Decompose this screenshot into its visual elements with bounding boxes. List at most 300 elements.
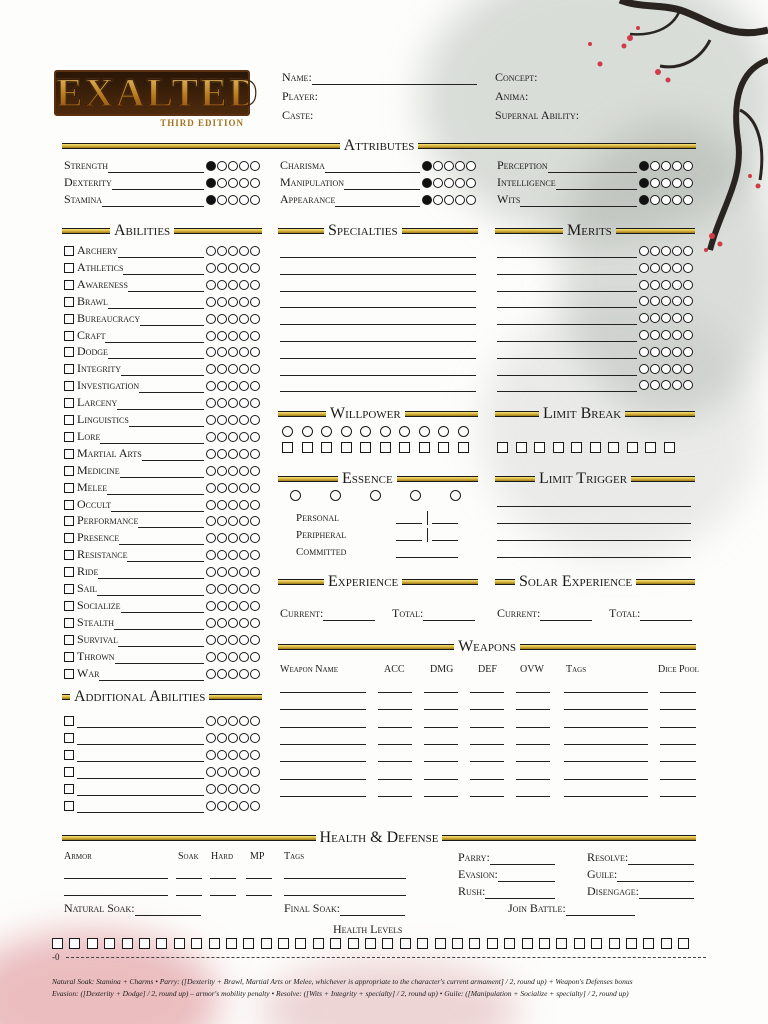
weapon-cell[interactable] (424, 796, 458, 797)
willpower-box[interactable] (419, 442, 430, 453)
row-line[interactable] (99, 670, 204, 681)
rating-dot[interactable] (639, 178, 649, 188)
rating-dot[interactable] (206, 716, 216, 726)
armor-tags-field[interactable] (284, 878, 406, 879)
join-battle-field[interactable]: Join Battle: (508, 899, 636, 916)
dot-rating[interactable] (638, 347, 693, 357)
row-line[interactable] (105, 332, 204, 343)
dot-rating[interactable] (205, 669, 260, 679)
rating-dot[interactable] (206, 500, 216, 510)
dot-rating[interactable] (205, 263, 260, 273)
rating-dot[interactable] (250, 584, 260, 594)
committed-field[interactable] (396, 557, 458, 558)
weapon-cell[interactable] (424, 709, 458, 710)
favored-checkbox[interactable] (64, 669, 74, 679)
rating-dot[interactable] (228, 347, 238, 357)
rating-dot[interactable] (206, 246, 216, 256)
merit-row[interactable] (497, 308, 693, 325)
rating-dot[interactable] (683, 330, 693, 340)
rating-dot[interactable] (250, 767, 260, 777)
rating-dot[interactable] (683, 296, 693, 306)
row-line[interactable] (497, 348, 637, 359)
health-level-box[interactable] (261, 938, 272, 949)
rating-dot[interactable] (433, 178, 443, 188)
ability-row-bureaucracy[interactable] (64, 309, 260, 326)
hard-field[interactable] (210, 895, 236, 896)
rating-dot[interactable] (217, 280, 227, 290)
rating-dot[interactable] (217, 432, 227, 442)
weapon-cell[interactable] (516, 796, 550, 797)
weapon-cell[interactable] (564, 761, 648, 762)
rating-dot[interactable] (239, 483, 249, 493)
health-level-box[interactable] (365, 938, 376, 949)
row-line[interactable] (520, 196, 637, 207)
rating-dot[interactable] (206, 178, 216, 188)
willpower-box[interactable] (360, 442, 371, 453)
ability-row-sail[interactable] (64, 579, 260, 596)
favored-checkbox[interactable] (64, 567, 74, 577)
health-level-box[interactable] (226, 938, 237, 949)
attribute-row-stamina[interactable] (64, 190, 260, 207)
health-level-box[interactable] (487, 938, 498, 949)
weapon-cell[interactable] (378, 761, 412, 762)
rating-dot[interactable] (217, 516, 227, 526)
rating-dot[interactable] (250, 331, 260, 341)
rating-dot[interactable] (228, 415, 238, 425)
willpower-box[interactable] (341, 442, 352, 453)
rating-dot[interactable] (206, 466, 216, 476)
rating-dot[interactable] (239, 635, 249, 645)
favored-checkbox[interactable] (64, 500, 74, 510)
rating-dot[interactable] (239, 398, 249, 408)
armor-field[interactable] (64, 878, 168, 879)
dot-rating[interactable] (205, 784, 260, 794)
limit-break-box[interactable] (571, 442, 582, 453)
ability-row-dodge[interactable] (64, 342, 260, 359)
rating-dot[interactable] (228, 635, 238, 645)
rating-dot[interactable] (206, 733, 216, 743)
rush-field[interactable]: Rush: (458, 882, 556, 899)
rating-dot[interactable] (217, 784, 227, 794)
rating-dot[interactable] (250, 733, 260, 743)
dot-rating[interactable] (205, 449, 260, 459)
rating-dot[interactable] (206, 584, 216, 594)
rating-dot[interactable] (206, 449, 216, 459)
natural-soak-field[interactable]: Natural Soak: (64, 899, 202, 916)
weapon-cell[interactable] (564, 709, 648, 710)
health-level-box[interactable] (348, 938, 359, 949)
rating-dot[interactable] (661, 330, 671, 340)
rating-dot[interactable] (217, 347, 227, 357)
weapon-cell[interactable] (660, 727, 696, 728)
additional-ability-row[interactable] (64, 711, 260, 728)
rating-dot[interactable] (661, 347, 671, 357)
additional-ability-row[interactable] (64, 762, 260, 779)
rating-dot[interactable] (444, 178, 454, 188)
weapon-cell[interactable] (280, 727, 366, 728)
weapon-cell[interactable] (280, 796, 366, 797)
dot-rating[interactable] (638, 364, 693, 374)
rating-dot[interactable] (206, 432, 216, 442)
dot-rating[interactable] (205, 415, 260, 425)
rating-dot[interactable] (650, 380, 660, 390)
rating-dot[interactable] (239, 618, 249, 628)
rating-dot[interactable] (661, 195, 671, 205)
dot-rating[interactable] (205, 516, 260, 526)
rating-dot[interactable] (250, 195, 260, 205)
rating-dot[interactable] (217, 178, 227, 188)
rating-dot[interactable] (683, 178, 693, 188)
ability-row-awareness[interactable] (64, 275, 260, 292)
rating-dot[interactable] (250, 500, 260, 510)
rating-dot[interactable] (228, 280, 238, 290)
health-level-box[interactable] (643, 938, 654, 949)
rating-dot[interactable] (672, 330, 682, 340)
weapon-cell[interactable] (470, 692, 504, 693)
dot-rating[interactable] (638, 296, 693, 306)
rating-dot[interactable] (239, 381, 249, 391)
weapon-cell[interactable] (424, 761, 458, 762)
dot-rating[interactable] (638, 380, 693, 390)
weapon-cell[interactable] (470, 744, 504, 745)
weapon-cell[interactable] (470, 761, 504, 762)
experience-total-field[interactable]: Total: (392, 604, 476, 621)
rating-dot[interactable] (217, 195, 227, 205)
specialty-line[interactable] (280, 307, 476, 308)
dot-rating[interactable] (205, 280, 260, 290)
guile-field[interactable]: Guile: (587, 865, 695, 882)
rating-dot[interactable] (650, 280, 660, 290)
rating-dot[interactable] (250, 669, 260, 679)
peripheral-current-field[interactable] (396, 540, 422, 541)
evasion-field[interactable]: Evasion: (458, 865, 556, 882)
row-line[interactable] (108, 298, 204, 309)
rating-dot[interactable] (455, 178, 465, 188)
essence-dots[interactable] (290, 490, 461, 501)
row-line[interactable] (344, 179, 420, 190)
ability-row-brawl[interactable] (64, 292, 260, 309)
health-level-box[interactable] (278, 938, 289, 949)
rating-dot[interactable] (206, 567, 216, 577)
merit-row[interactable] (497, 258, 693, 275)
final-soak-field[interactable]: Final Soak: (284, 899, 406, 916)
willpower-dot[interactable] (399, 426, 410, 437)
willpower-box[interactable] (438, 442, 449, 453)
dot-rating[interactable] (638, 195, 693, 205)
rating-dot[interactable] (239, 584, 249, 594)
rating-dot[interactable] (661, 364, 671, 374)
rating-dot[interactable] (228, 716, 238, 726)
rating-dot[interactable] (239, 567, 249, 577)
ability-row-investigation[interactable] (64, 376, 260, 393)
ability-row-melee[interactable] (64, 478, 260, 495)
attribute-row-strength[interactable] (64, 156, 260, 173)
rating-dot[interactable] (466, 178, 476, 188)
willpower-dot[interactable] (380, 426, 391, 437)
disengage-field[interactable]: Disengage: (587, 882, 695, 899)
player-field[interactable]: Player: (282, 89, 318, 103)
rating-dot[interactable] (228, 601, 238, 611)
rating-dot[interactable] (239, 449, 249, 459)
health-level-box[interactable] (452, 938, 463, 949)
rating-dot[interactable] (250, 750, 260, 760)
rating-dot[interactable] (239, 784, 249, 794)
rating-dot[interactable] (206, 398, 216, 408)
limit-trigger-line[interactable] (497, 506, 691, 507)
rating-dot[interactable] (672, 195, 682, 205)
rating-dot[interactable] (217, 584, 227, 594)
favored-checkbox[interactable] (64, 716, 74, 726)
favored-checkbox[interactable] (64, 415, 74, 425)
rating-dot[interactable] (217, 398, 227, 408)
rating-dot[interactable] (250, 652, 260, 662)
rating-dot[interactable] (455, 195, 465, 205)
rating-dot[interactable] (661, 313, 671, 323)
rating-dot[interactable] (639, 161, 649, 171)
favored-checkbox[interactable] (64, 297, 74, 307)
weapon-cell[interactable] (516, 727, 550, 728)
rating-dot[interactable] (228, 516, 238, 526)
rating-dot[interactable] (217, 466, 227, 476)
dot-rating[interactable] (205, 652, 260, 662)
dot-rating[interactable] (638, 330, 693, 340)
rating-dot[interactable] (217, 246, 227, 256)
rating-dot[interactable] (683, 364, 693, 374)
dot-rating[interactable] (205, 716, 260, 726)
favored-checkbox[interactable] (64, 314, 74, 324)
favored-checkbox[interactable] (64, 784, 74, 794)
rating-dot[interactable] (217, 263, 227, 273)
rating-dot[interactable] (239, 161, 249, 171)
row-line[interactable] (128, 281, 204, 292)
favored-checkbox[interactable] (64, 550, 74, 560)
rating-dot[interactable] (239, 415, 249, 425)
rating-dot[interactable] (250, 449, 260, 459)
rating-dot[interactable] (206, 381, 216, 391)
row-line[interactable] (120, 467, 204, 478)
row-line[interactable] (102, 196, 204, 207)
row-line[interactable] (140, 315, 204, 326)
rating-dot[interactable] (206, 161, 216, 171)
willpower-temporary-boxes[interactable] (282, 442, 469, 453)
rating-dot[interactable] (639, 280, 649, 290)
dot-rating[interactable] (205, 483, 260, 493)
rating-dot[interactable] (239, 364, 249, 374)
favored-checkbox[interactable] (64, 652, 74, 662)
rating-dot[interactable] (683, 263, 693, 273)
favored-checkbox[interactable] (64, 466, 74, 476)
weapon-cell[interactable] (660, 744, 696, 745)
row-line[interactable] (77, 785, 204, 796)
rating-dot[interactable] (250, 784, 260, 794)
weapon-cell[interactable] (516, 709, 550, 710)
rating-dot[interactable] (672, 364, 682, 374)
willpower-dot[interactable] (321, 426, 332, 437)
rating-dot[interactable] (206, 314, 216, 324)
rating-dot[interactable] (206, 669, 216, 679)
row-line[interactable] (111, 501, 204, 512)
willpower-box[interactable] (282, 442, 293, 453)
favored-checkbox[interactable] (64, 601, 74, 611)
rating-dot[interactable] (206, 331, 216, 341)
specialty-line[interactable] (280, 341, 476, 342)
dot-rating[interactable] (638, 178, 693, 188)
willpower-dot[interactable] (341, 426, 352, 437)
rating-dot[interactable] (239, 331, 249, 341)
rating-dot[interactable] (250, 466, 260, 476)
favored-checkbox[interactable] (64, 750, 74, 760)
health-level-box[interactable] (174, 938, 185, 949)
row-line[interactable] (142, 450, 204, 461)
health-level-box[interactable] (626, 938, 637, 949)
rating-dot[interactable] (650, 296, 660, 306)
dot-rating[interactable] (205, 432, 260, 442)
weapon-cell[interactable] (660, 796, 696, 797)
rating-dot[interactable] (250, 415, 260, 425)
willpower-box[interactable] (399, 442, 410, 453)
rating-dot[interactable] (250, 381, 260, 391)
merit-row[interactable] (497, 275, 693, 292)
row-line[interactable] (123, 264, 204, 275)
rating-dot[interactable] (239, 533, 249, 543)
weapon-cell[interactable] (470, 779, 504, 780)
rating-dot[interactable] (228, 263, 238, 273)
rating-dot[interactable] (683, 313, 693, 323)
rating-dot[interactable] (239, 314, 249, 324)
dot-rating[interactable] (205, 567, 260, 577)
favored-checkbox[interactable] (64, 533, 74, 543)
dot-rating[interactable] (638, 263, 693, 273)
rating-dot[interactable] (433, 195, 443, 205)
rating-dot[interactable] (672, 178, 682, 188)
rating-dot[interactable] (206, 364, 216, 374)
favored-checkbox[interactable] (64, 584, 74, 594)
health-level-box[interactable] (243, 938, 254, 949)
row-line[interactable] (107, 484, 204, 495)
favored-checkbox[interactable] (64, 618, 74, 628)
health-level-box[interactable] (591, 938, 602, 949)
rating-dot[interactable] (217, 750, 227, 760)
ability-row-resistance[interactable] (64, 545, 260, 562)
rating-dot[interactable] (683, 246, 693, 256)
rating-dot[interactable] (683, 347, 693, 357)
limit-break-box[interactable] (534, 442, 545, 453)
rating-dot[interactable] (672, 161, 682, 171)
rating-dot[interactable] (217, 533, 227, 543)
rating-dot[interactable] (228, 618, 238, 628)
rating-dot[interactable] (228, 584, 238, 594)
rating-dot[interactable] (228, 801, 238, 811)
soak-field[interactable] (176, 878, 202, 879)
row-line[interactable] (108, 162, 204, 173)
armor-tags-field[interactable] (284, 895, 406, 896)
favored-checkbox[interactable] (64, 801, 74, 811)
ability-row-socialize[interactable] (64, 596, 260, 613)
rating-dot[interactable] (239, 601, 249, 611)
rating-dot[interactable] (661, 380, 671, 390)
ability-row-presence[interactable] (64, 528, 260, 545)
row-line[interactable] (497, 297, 637, 308)
weapon-cell[interactable] (280, 692, 366, 693)
rating-dot[interactable] (250, 161, 260, 171)
favored-checkbox[interactable] (64, 733, 74, 743)
dot-rating[interactable] (421, 178, 476, 188)
row-line[interactable] (497, 281, 637, 292)
rating-dot[interactable] (228, 767, 238, 777)
limit-break-box[interactable] (645, 442, 656, 453)
rating-dot[interactable] (239, 500, 249, 510)
hard-field[interactable] (210, 878, 236, 879)
weapon-cell[interactable] (564, 796, 648, 797)
row-line[interactable] (119, 534, 204, 545)
weapon-cell[interactable] (378, 744, 412, 745)
rating-dot[interactable] (217, 331, 227, 341)
rating-dot[interactable] (206, 280, 216, 290)
rating-dot[interactable] (239, 750, 249, 760)
weapon-cell[interactable] (516, 692, 550, 693)
rating-dot[interactable] (228, 432, 238, 442)
rating-dot[interactable] (217, 716, 227, 726)
favored-checkbox[interactable] (64, 347, 74, 357)
mp-field[interactable] (246, 895, 272, 896)
rating-dot[interactable] (239, 432, 249, 442)
rating-dot[interactable] (250, 297, 260, 307)
dot-rating[interactable] (205, 195, 260, 205)
limit-trigger-line[interactable] (497, 523, 691, 524)
health-level-box[interactable] (400, 938, 411, 949)
health-level-boxes[interactable] (52, 938, 689, 949)
favored-checkbox[interactable] (64, 767, 74, 777)
favored-checkbox[interactable] (64, 516, 74, 526)
favored-checkbox[interactable] (64, 398, 74, 408)
favored-checkbox[interactable] (64, 280, 74, 290)
rating-dot[interactable] (217, 669, 227, 679)
rating-dot[interactable] (250, 801, 260, 811)
rating-dot[interactable] (206, 297, 216, 307)
rating-dot[interactable] (228, 449, 238, 459)
rating-dot[interactable] (239, 669, 249, 679)
limit-trigger-line[interactable] (497, 540, 691, 541)
dot-rating[interactable] (205, 331, 260, 341)
rating-dot[interactable] (239, 195, 249, 205)
favored-checkbox[interactable] (64, 432, 74, 442)
attribute-row-intelligence[interactable] (497, 173, 693, 190)
rating-dot[interactable] (206, 550, 216, 560)
row-line[interactable] (335, 196, 420, 207)
weapon-cell[interactable] (424, 692, 458, 693)
dot-rating[interactable] (205, 398, 260, 408)
health-level-box[interactable] (69, 938, 80, 949)
rating-dot[interactable] (250, 347, 260, 357)
dot-rating[interactable] (638, 161, 693, 171)
rating-dot[interactable] (239, 516, 249, 526)
rating-dot[interactable] (239, 297, 249, 307)
rating-dot[interactable] (422, 161, 432, 171)
health-level-box[interactable] (104, 938, 115, 949)
health-level-box[interactable] (122, 938, 133, 949)
dot-rating[interactable] (205, 550, 260, 560)
willpower-dot[interactable] (438, 426, 449, 437)
rating-dot[interactable] (639, 195, 649, 205)
soak-field[interactable] (176, 895, 202, 896)
rating-dot[interactable] (228, 331, 238, 341)
weapon-cell[interactable] (564, 692, 648, 693)
specialty-line[interactable] (280, 291, 476, 292)
rating-dot[interactable] (217, 161, 227, 171)
row-line[interactable] (77, 717, 204, 728)
weapon-cell[interactable] (280, 779, 366, 780)
rating-dot[interactable] (422, 178, 432, 188)
